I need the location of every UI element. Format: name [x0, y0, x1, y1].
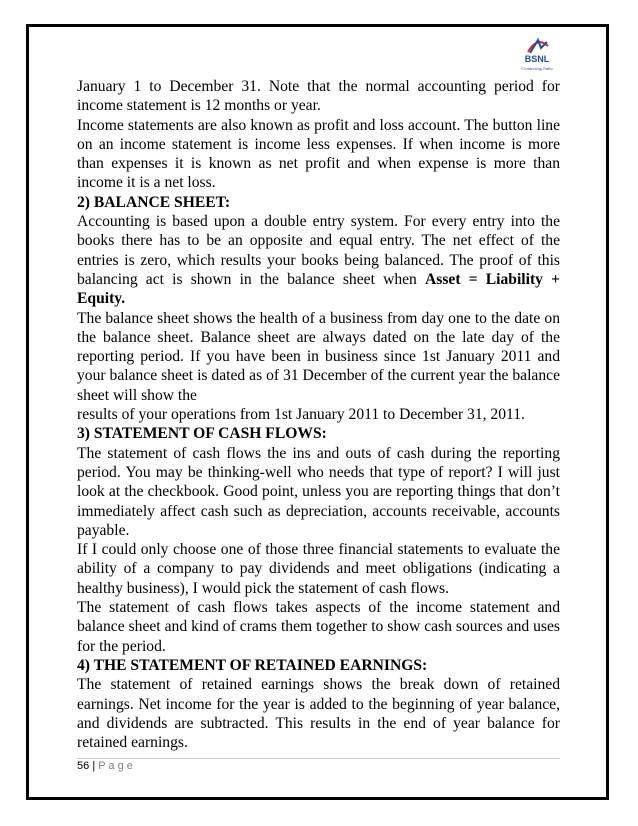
paragraph: January 1 to December 31. Note that the normal accounting period for income statement is 12 months or year.	[77, 78, 560, 115]
paragraph: The balance sheet shows the health of a business from day one to the date on the balance sheet. Balance sheet are always dated on the late day of the reporting period. If you have been in business since 1st January 2011 and your balance sheet is dated as of 31 December of the current year the balance sheet will show the	[77, 309, 560, 404]
paragraph: Income statements are also known as profit and loss account. The button line on an income statement is income less expenses. If when income is more than expenses it is known as net profit and when expense is more than income it is a net loss.	[77, 116, 560, 192]
paragraph	[77, 212, 560, 308]
page-number: 56	[77, 760, 90, 772]
footer-divider	[77, 758, 560, 759]
paragraph: The statement of retained earnings shows the break down of retained earnings. Net income for the year is added to the beginning of year balance, and dividends are subtracted. This results in the end of year balance for retained earnings.	[77, 676, 560, 752]
section-heading-retained-earnings: 4) THE STATEMENT OF RETAINED EARNINGS:	[77, 656, 428, 674]
logo-text: BSNL	[524, 54, 550, 64]
bsnl-logo	[514, 34, 560, 74]
paragraph: results of your operations from 1st January 2011 to December 31, 2011.	[77, 406, 525, 424]
paragraph: The statement of cash flows the ins and outs of cash during the reporting period. You may be thinking-well who needs that type of report? I will just look at the checkbook. Good point, unless you are reporting things that don’t immediately affect cash such as depreciation, accounts receivable, accounts payable.	[77, 444, 560, 539]
section-heading-balance-sheet: 2) BALANCE SHEET:	[77, 193, 231, 211]
equation-text: Asset = Liability + Equity.	[77, 270, 560, 308]
paragraph: The statement of cash flows takes aspects of the income statement and balance sheet and kind of crams them together to show cash sources and uses for the period.	[77, 599, 560, 655]
logo-tagline: Connecting India	[521, 66, 553, 71]
paragraph: If I could only choose one of those three financial statements to evaluate the ability of a company to pay dividends and meet obligations (indicating a healthy business), I would pick the statement of cash flows.	[77, 541, 560, 597]
paragraph-text: Accounting is based upon a double entry system. For every entry into the books there has to be an opposite and equal entry. The net effect of the entries is zero, which results your books being balanced. The proof of this balancing act is shown in the balance sheet when	[77, 213, 560, 288]
footer-separator: |	[92, 760, 96, 772]
page-footer	[77, 760, 133, 772]
page-label: P a g e	[98, 760, 133, 772]
page-content	[77, 77, 560, 752]
section-heading-cash-flows: 3) STATEMENT OF CASH FLOWS:	[77, 425, 327, 443]
